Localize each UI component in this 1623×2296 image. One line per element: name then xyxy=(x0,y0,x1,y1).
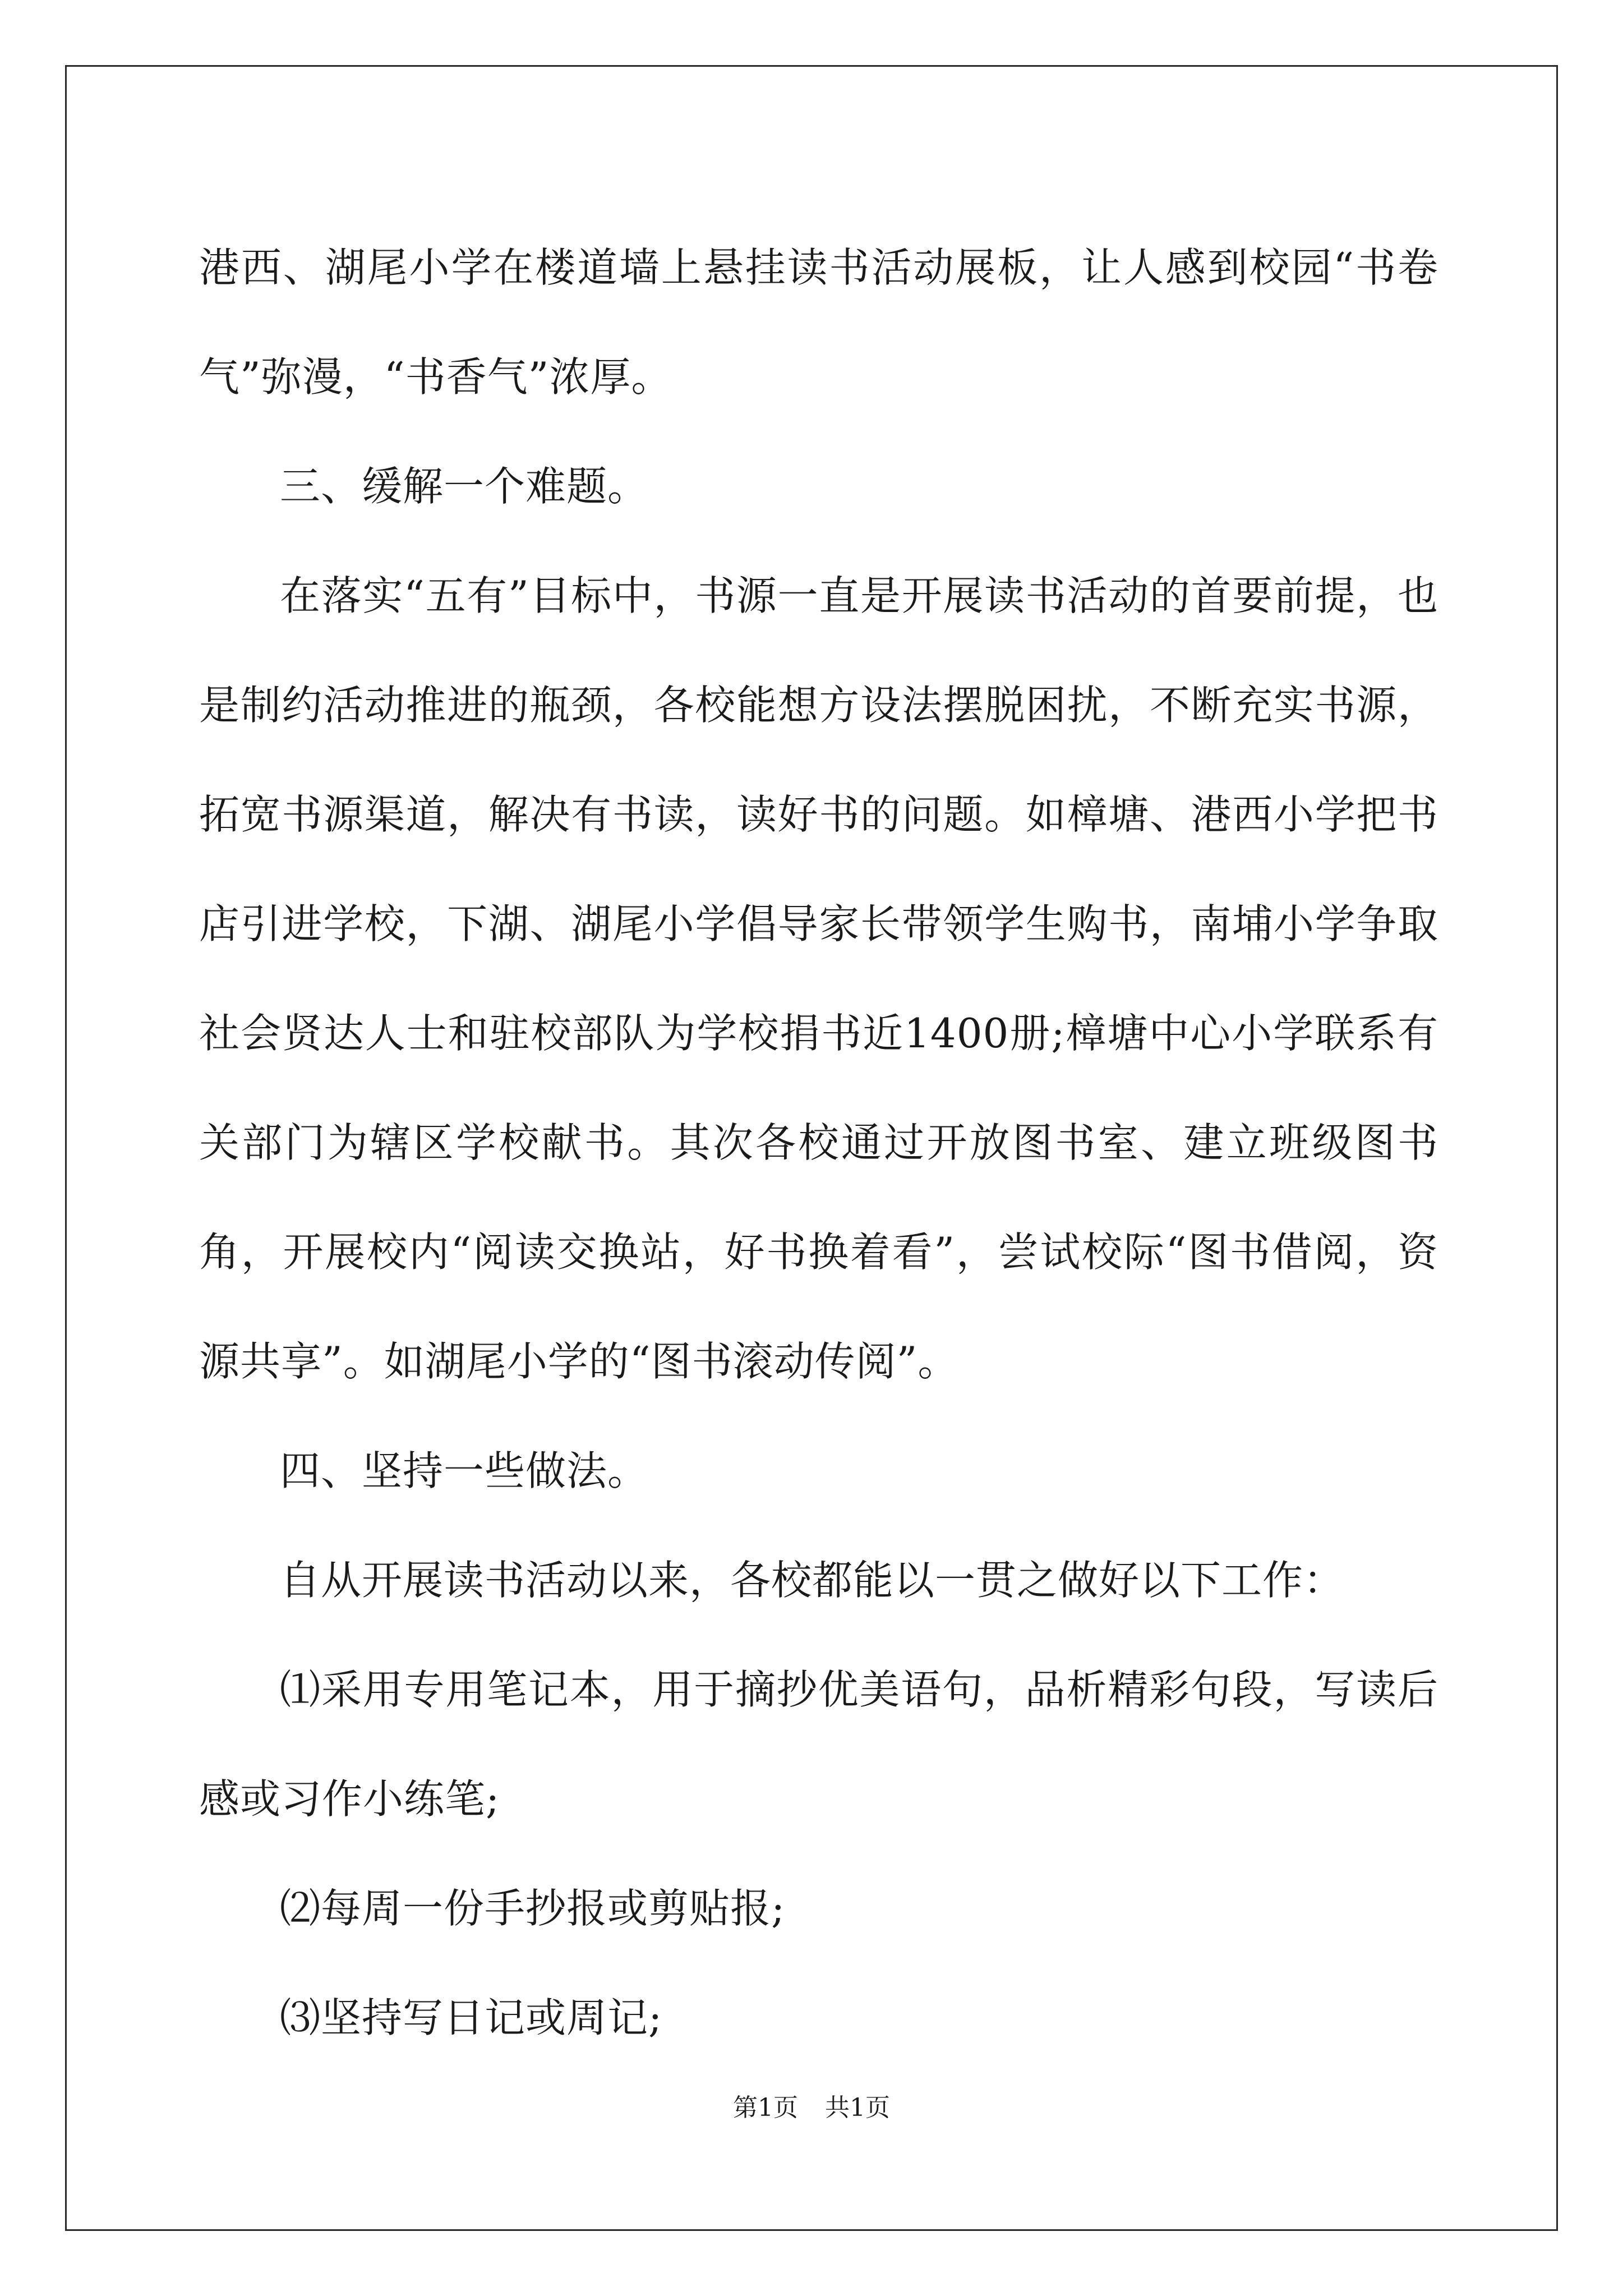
page-total: 共1页 xyxy=(825,2093,890,2122)
paragraph: 自从开展读书活动以来，各校都能以一贯之做好以下工作： xyxy=(280,1557,1345,1604)
paragraph: 港西、湖尾小学在楼道墙上悬挂读书活动展板，让人感到校园“书卷气”弥漫，“书香气”浓厚。 xyxy=(199,244,1438,401)
list-item: ⑴采用专用笔记本，用于摘抄优美语句，品析精彩句段，写读后感或习作小练笔; xyxy=(199,1666,1438,1823)
page-number: 第1页 xyxy=(733,2093,798,2122)
paragraph: 在落实“五有”目标中，书源一直是开展读书活动的首要前提，也是制约活动推进的瓶颈，各校能想方设法摆脱困扰，不断充实书源，拓宽书源渠道，解决有书读，读好书的问题。如樟塘、港西小学把书店引进学校，下湖、湖尾小学倡导家长带领学生购书，南埔小学争取社会贤达人士和驻校部队为学校捐书近1400册;樟塘中心小学联系有关部门为辖区学校献书。其次各校通过开放图书室、建立班级图书角，开展校内“阅读交换站，好书换着看”，尝试校际“图书借阅，资源共享”。如湖尾小学的“图书滚动传阅”。 xyxy=(199,572,1438,1385)
document-body xyxy=(199,213,1438,2073)
list-item: ⑶坚持写日记或周记; xyxy=(280,1994,663,2041)
section-heading: 三、缓解一个难题。 xyxy=(280,463,649,510)
section-heading: 四、坚持一些做法。 xyxy=(280,1447,649,1494)
page-footer xyxy=(0,2091,1623,2125)
list-item: ⑵每周一份手抄报或剪贴报; xyxy=(280,1885,786,1932)
